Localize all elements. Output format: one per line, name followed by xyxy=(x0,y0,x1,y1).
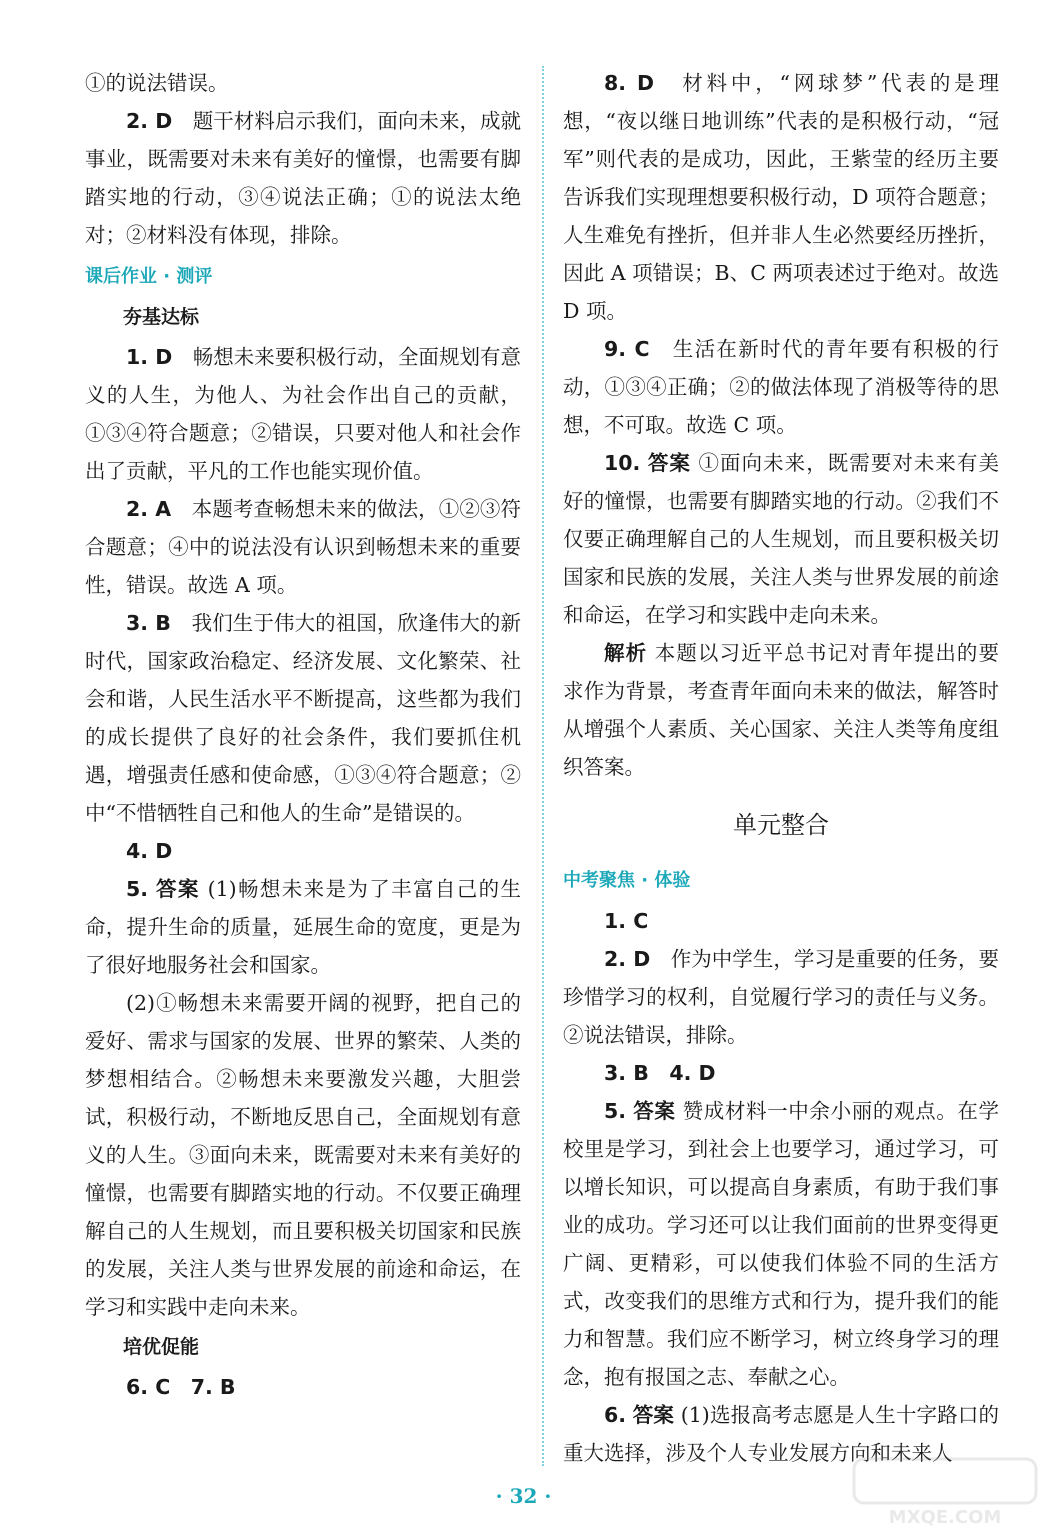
watermark-text: MXQE.COM xyxy=(888,1507,1002,1528)
exam-answer-5: 5. 答案 赞成材料一中余小丽的观点。在学校里是学习，到社会上也要学习，通过学习，可以增长知识，可以提高自身素质，有助于我们事业的成功。学习还可以让我们面前的世界变得更广阔、更精彩，可以使我们体验不同的生活方式，改变我们的思维方式和行为，提升我们的能力和智慧。我们应不断学习，树立终身学习的理念，抱有报国之志、奉献之心。 xyxy=(563,1099,999,1389)
answer-1: 1. D 畅想未来要积极行动，全面规划有意义的人生，为他人、为社会作出自己的贡献，①③④符合题意；②错误，只要对他人和社会作出了贡献，平凡的工作也能实现价值。 xyxy=(85,345,521,483)
left-column xyxy=(85,64,521,1406)
unit-title: 单元整合 xyxy=(733,811,829,839)
exam-answer-2: 2. D 作为中学生，学习是重要的任务，要珍惜学习的权利，自觉履行学习的责任与义务。②说法错误，排除。 xyxy=(563,947,999,1047)
watermark-logo xyxy=(850,1455,1040,1531)
exam-answer-1: 1. C xyxy=(604,909,649,933)
answer-line: ①的说法错误。 xyxy=(85,71,229,95)
section-heading-homework: 课后作业 · 测评 xyxy=(85,266,213,287)
right-column xyxy=(563,64,999,1472)
answer-8: 8. D 材料中，“网球梦”代表的是理想，“夜以继日地训练”代表的是积极行动，“冠军”则代表的是成功，因此，王紫莹的经历主要告诉我们实现理想要积极行动，D 项符合题意；人生难免有挫折，但并非人生必然要经历挫折，因此 A 项错误；B、C 两项表述过于绝对。故选 D 项。 xyxy=(563,71,999,323)
answer-5-part2: (2)①畅想未来需要开阔的视野，把自己的爱好、需求与国家的发展、世界的繁荣、人类的梦想相结合。②畅想未来要激发兴趣，大胆尝试，积极行动，不断地反思自己，全面规划有意义的人生。③面向未来，既需要对未来有美好的憧憬，也需要有脚踏实地的行动。不仅要正确理解自己的人生规划，而且要积极关切国家和民族的发展，关注人类与世界发展的前途和命运，在学习和实践中走向未来。 xyxy=(85,991,521,1319)
exam-answer-6: 6. 答案 (1)选报高考志愿是人生十字路口的重大选择，涉及个人专业发展方向和未来人 xyxy=(563,1403,1000,1465)
answer-2: 2. A 本题考查畅想未来的做法，①②③符合题意；④中的说法没有认识到畅想未来的重要性，错误。故选 A 项。 xyxy=(85,497,521,597)
analysis: 解析 本题以习近平总书记对青年提出的要求作为背景，考查青年面向未来的做法，解答时从增强个人素质、关心国家、关注人类等角度组织答案。 xyxy=(563,641,1000,779)
page-number: · 32 · xyxy=(495,1484,552,1508)
subsection-heading-advanced: 培优促能 xyxy=(123,1336,200,1358)
column-divider xyxy=(542,66,544,1466)
answer-6-7: 6. C 7. B xyxy=(126,1375,236,1399)
answer-9: 9. C 生活在新时代的青年要有积极的行动，①③④正确；②的做法体现了消极等待的思想，不可取。故选 C 项。 xyxy=(563,337,1000,437)
answer-3: 3. B 我们生于伟大的祖国，欣逢伟大的新时代，国家政治稳定、经济发展、文化繁荣、社会和谐，人民生活水平不断提高，这些都为我们的成长提供了良好的社会条件，我们要抓住机遇，增强责任感和使命感，①③④符合题意；②中“不惜牺牲自己和他人的生命”是错误的。 xyxy=(85,611,521,825)
section-heading-exam: 中考聚焦 · 体验 xyxy=(563,870,691,891)
answer-5-part1: 5. 答案 (1)畅想未来是为了丰富自己的生命，提升生命的质量，延展生命的宽度，更是为了很好地服务社会和国家。 xyxy=(85,877,521,977)
subsection-heading-basic: 夯基达标 xyxy=(123,306,200,328)
answer-4: 4. D xyxy=(126,839,173,863)
answer-q2: 2. D 题干材料启示我们，面向未来，成就事业，既需要对未来有美好的憧憬，也需要有脚踏实地的行动，③④说法正确；①的说法太绝对；②材料没有体现，排除。 xyxy=(85,109,521,247)
answer-10: 10. 答案 ①面向未来，既需要对未来有美好的憧憬，也需要有脚踏实地的行动。②我们不仅要正确理解自己的人生规划，而且要积极关切国家和民族的发展，关注人类与世界发展的前途和命运，在学习和实践中走向未来。 xyxy=(563,451,999,627)
exam-answer-3-4: 3. B 4. D xyxy=(604,1061,716,1085)
